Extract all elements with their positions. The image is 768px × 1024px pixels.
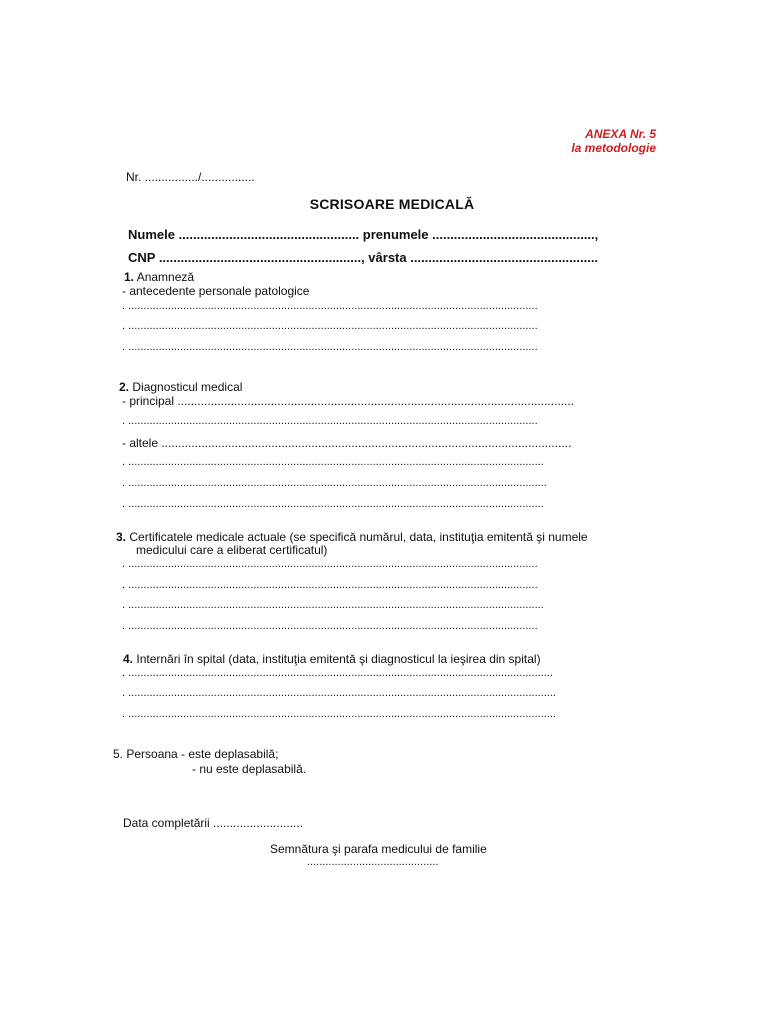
section-2-principal-line-1: . ...................................................................................................................................... [122, 415, 538, 427]
section-4-number: 4. [123, 652, 134, 666]
section-4-line-2: . ............................................................................................................................................ [122, 687, 556, 699]
section-3-title: Certificatele medicale actuale (se specifică numărul, data, instituţia emitentă şi numele [129, 530, 588, 544]
section-2-principal: - principal ....................................................................................................................... [122, 394, 575, 408]
section-3-line-1: . ...................................................................................................................................... [122, 558, 538, 570]
name-line: Numele .................................................. prenumele ............................................., [128, 227, 599, 242]
section-1-number: 1. [124, 270, 135, 284]
section-4-line-3: . ............................................................................................................................................ [122, 708, 556, 720]
section-1-title: Anamneză [136, 270, 195, 284]
section-3-line-3: . ........................................................................................................................................ [122, 599, 544, 611]
section-1-subheading: - antecedente personale patologice [122, 284, 310, 298]
section-1-heading [124, 271, 194, 283]
section-3-number: 3. [116, 530, 127, 544]
annex-number: ANEXA Nr. 5 [585, 127, 656, 141]
section-1-line-1: . ...................................................................................................................................... [122, 300, 538, 312]
section-3-line-4: . ...................................................................................................................................... [122, 620, 538, 632]
section-4-title: Internări în spital (data, instituţia emitentă şi diagnosticul la ieşirea din spital) [136, 652, 541, 666]
section-2-altele-line-2: . ......................................................................................................................................... [122, 477, 547, 489]
section-3-title-continued: medicului care a eliberat certificatul) [136, 543, 328, 557]
completion-date-line: Data completării ........................... [123, 816, 304, 830]
signature-line: ........................................... [307, 856, 439, 868]
section-1-line-2: . ...................................................................................................................................... [122, 320, 538, 332]
section-5-line-1: 5. Persoana - este deplasabilă; [113, 747, 279, 761]
section-2-altele-line-1: . ........................................................................................................................................ [122, 456, 544, 468]
section-4-heading [123, 653, 541, 665]
document-number-line: Nr. ................/................ [126, 170, 255, 184]
page-title: SCRISOARE MEDICALĂ [309, 196, 475, 212]
section-1-line-3: . ...................................................................................................................................... [122, 341, 538, 353]
section-4-line-1: . ........................................................................................................................................... [122, 667, 553, 679]
section-2-altele: - altele ........................................................................................................................... [122, 436, 572, 450]
annex-subtitle: la metodologie [571, 141, 656, 155]
section-3-heading [116, 531, 588, 543]
signature-label: Semnătura şi parafa medicului de familie [270, 842, 487, 856]
cnp-age-line: CNP ........................................................, vârsta .................................................... [128, 250, 599, 265]
section-5-line-2: - nu este deplasabilă. [192, 762, 307, 776]
section-2-altele-line-3: . ........................................................................................................................................ [122, 498, 544, 510]
section-2-title: Diagnosticul medical [132, 380, 243, 394]
section-3-line-2: . ...................................................................................................................................... [122, 579, 538, 591]
section-2-heading [119, 381, 242, 393]
section-2-number: 2. [119, 380, 130, 394]
